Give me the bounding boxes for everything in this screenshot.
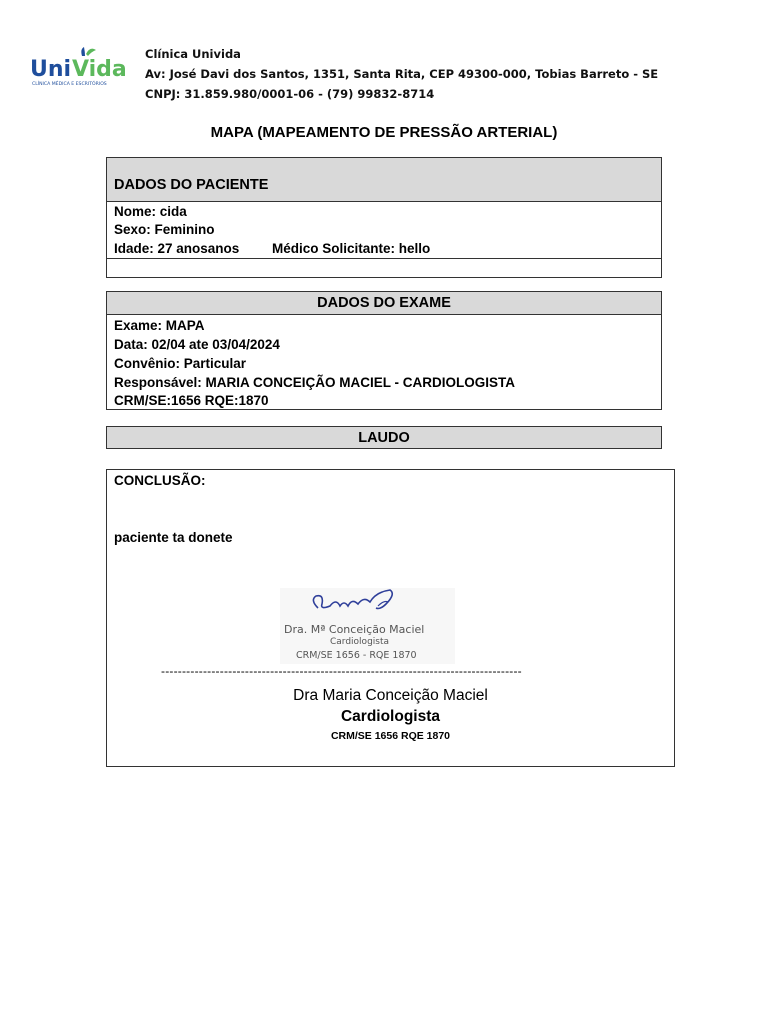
logo-text-uni: Uni: [30, 57, 72, 82]
document-title: MAPA (MAPEAMENTO DE PRESSÃO ARTERIAL): [210, 124, 558, 141]
report-heading: LAUDO: [106, 426, 662, 449]
patient-heading: DADOS DO PACIENTE: [114, 177, 269, 193]
signature-stamp: [280, 588, 455, 664]
stamp-crm: CRM/SE 1656 - RQE 1870: [296, 650, 417, 661]
patient-data-section: [106, 157, 662, 278]
exam-heading: DADOS DO EXAME: [107, 292, 661, 315]
conclusion-text: paciente ta donete: [114, 530, 233, 545]
signer-crm: CRM/SE 1656 RQE 1870: [330, 730, 451, 742]
signer-role: Cardiologista: [340, 708, 441, 725]
patient-heading-bar: [107, 158, 661, 202]
clinic-cnpj-phone: CNPJ: 31.859.980/0001-06 - (79) 99832-8714: [145, 87, 435, 101]
clinic-address: Av: José Davi dos Santos, 1351, Santa Rita, CEP 49300-000, Tobias Barreto - SE: [145, 67, 659, 81]
conclusion-label: CONCLUSÃO:: [114, 473, 206, 488]
exam-type: Exame: MAPA: [114, 318, 205, 333]
exam-responsible: Responsável: MARIA CONCEIÇÃO MACIEL - CARDIOLOGISTA: [114, 375, 516, 390]
exam-date: Data: 02/04 ate 03/04/2024: [114, 337, 280, 352]
signer-name: Dra Maria Conceição Maciel: [293, 687, 488, 704]
leaf-icon: [86, 49, 96, 56]
stamp-role: Cardiologista: [330, 637, 390, 647]
patient-age: Idade: 27 anosanos: [114, 241, 240, 256]
clinic-name: Clínica Univida: [145, 47, 241, 61]
exam-insurance: Convênio: Particular: [114, 356, 247, 371]
logo-text-vida: Vida: [72, 57, 127, 82]
stamp-name: Dra. Mª Conceição Maciel: [284, 623, 425, 636]
patient-sex: Sexo: Feminino: [114, 222, 215, 237]
requesting-doctor: Médico Solicitante: hello: [272, 241, 431, 256]
signature-line: --------------------------------------------------------------------------------------: [161, 664, 522, 678]
patient-name: Nome: cida: [114, 204, 187, 219]
exam-crm: CRM/SE:1656 RQE:1870: [114, 393, 269, 408]
clinic-info: [145, 44, 658, 104]
signer-block: [106, 685, 675, 745]
clinic-logo: [24, 44, 134, 94]
exam-data-section: [106, 291, 662, 410]
logo-subtext: CLÍNICA MÉDICA E ESCRITÓRIOS: [32, 82, 107, 87]
